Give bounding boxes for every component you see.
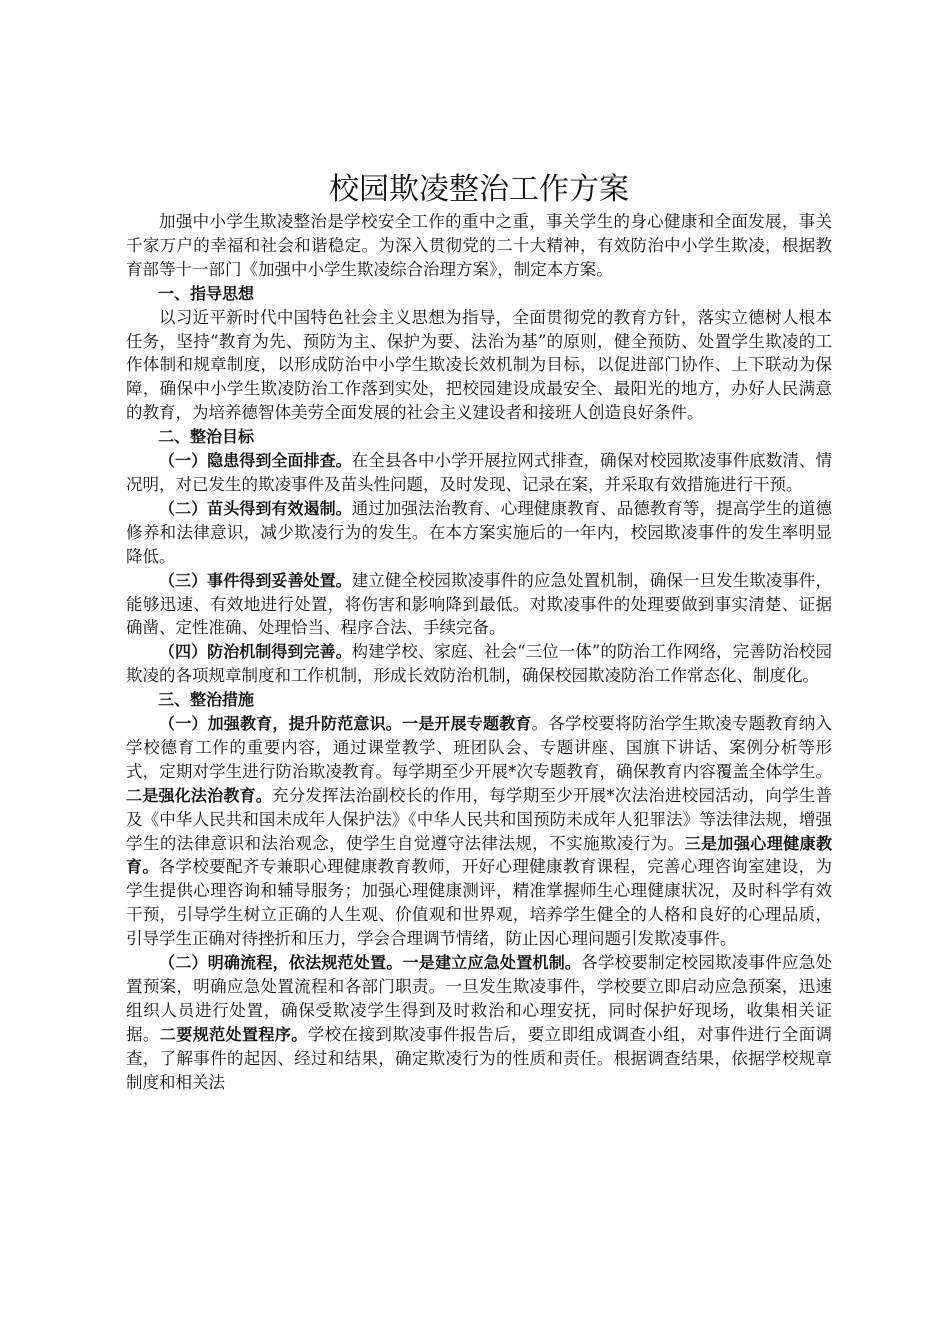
measure-point-bold: 二是强化法治教育。 (126, 785, 272, 805)
goal-text: 建立健全校园欺凌事件的应急处置机制，确保一旦发生欺凌事件，能够迅速、有效地进行处置，将伤害和影响降到最低。对欺凌事件的处理要做到事实清楚、证据确凿、定性准确、处理恰当、程序合法、手续完备。 (126, 570, 832, 638)
goal-lead: （一）隐患得到全面排查。 (159, 451, 352, 471)
measure-point-text: 各学校要制定校园欺凌事件应急处置预案，明确应急处置流程和各部门职责。一旦发生欺凌事件，学校要立即启动应急预案，迅速组织人员进行处置，确保受欺凌学生得到及时救治和心理安抚，同时保护好现场，收集相关证据。 (126, 953, 832, 1044)
section-heading-measures: 三、整治措施 (158, 690, 255, 710)
goal-lead: （二）苗头得到有效遏制。 (159, 498, 352, 518)
measure-point-bold: 一是建立应急处置机制。 (402, 953, 582, 973)
measure-point-text: 各学校要配齐专兼职心理健康教育教师，开好心理健康教育课程，完善心理咨询室建设，为学生提供心理咨询和辅导服务；加强心理健康测评，精准掌握师生心理健康状况，及时科学有效干预，引导学生树立正确的人生观、价值观和世界观，培养学生健全的人格和良好的心理品质，引导学生正确对待挫折和压力，学会合理调节情绪，防止因心理问题引发欺凌事件。 (126, 857, 832, 949)
section-heading-goals: 二、整治目标 (158, 427, 255, 447)
measure-point-bold: 一是开展专题教育 (402, 714, 532, 734)
intro-paragraph: 加强中小学生欺凌整治是学校安全工作的重中之重，事关学生的身心健康和全面发展，事关千家万户的幸福和社会和谐稳定。为深入贯彻党的二十大精神，有效防治中小学生欺凌，根据教育部等十一部门《加强中小学生欺凌综合治理方案》，制定本方案。 (126, 212, 832, 279)
measure-point-bold: 三是加强心理健康教育。 (126, 833, 832, 877)
guiding-ideology-paragraph: 以习近平新时代中国特色社会主义思想为指导，全面贯彻党的教育方针，落实立德树人根本任务，坚持“教育为先、预防为主、保护为要、法治为基”的原则，健全预防、处置学生欺凌的工作体制和规章制度，以形成防治中小学生欺凌长效机制为目标，以促进部门协作、上下联动为保障，确保中小学生欺凌防治工作落到实处，把校园建设成最安全、最阳光的地方，办好人民满意的教育，为培养德智体美劳全面发展的社会主义建设者和接班人创造良好条件。 (126, 307, 832, 423)
measure-point-bold: 二要规范处置程序。 (159, 1024, 308, 1044)
section-heading-guiding-ideology: 一、指导思想 (158, 283, 255, 303)
document-title: 校园欺凌整治工作方案 (329, 172, 629, 207)
measure-lead: （二）明确流程，依法规范处置。 (159, 953, 403, 973)
measure-paragraph-2 (126, 951, 832, 1094)
measure-point-text: 学校在接到欺凌事件报告后，要立即组成调查小组，对事件进行全面调查，了解事件的起因、经过和结果，确定欺凌行为的性质和责任。根据调查结果，依据学校规章制度和相关法 (126, 1024, 832, 1092)
goal-lead: （四）防治机制得到完善。 (159, 642, 352, 662)
measure-lead: （一）加强教育，提升防范意识。 (159, 714, 402, 734)
document-page (126, 168, 832, 1095)
goal-paragraph-4 (126, 640, 832, 688)
measure-point-text: 。各学校要将防治学生欺凌专题教育纳入学校德育工作的重要内容，通过课堂教学、班团队会、专题讲座、国旗下讲话、案例分析等形式，定期对学生进行防治欺凌教育。每学期至少开展*次专题教育，确保教育内容覆盖全体学生。 (126, 714, 832, 781)
goal-paragraph-3 (126, 569, 832, 641)
goal-text: 通过加强法治教育、心理健康教育、品德教育等，提高学生的道德修养和法律意识，减少欺凌行为的发生。在本方案实施后的一年内，校园欺凌事件的发生率明显降低。 (126, 498, 832, 566)
goal-paragraph-1 (126, 449, 832, 497)
goal-paragraph-2 (126, 497, 832, 569)
goal-text: 在全县各中小学开展拉网式排查，确保对校园欺凌事件底数清、情况明，对已发生的欺凌事件及苗头性问题，及时发现、记录在案，并采取有效措施进行干预。 (126, 451, 832, 494)
measure-point-text: 充分发挥法治副校长的作用，每学期至少开展*次法治进校园活动，向学生普及《中华人民共和国未成年人保护法》《中华人民共和国预防未成年人犯罪法》等法律法规，增强学生的法律意识和法治观念，使学生自觉遵守法律法规，不实施欺凌行为。 (126, 785, 832, 853)
goal-text: 构建学校、家庭、社会“三位一体”的防治工作网络，完善防治校园欺凌的各项规章制度和工作机制，形成长效防治机制，确保校园欺凌防治工作常态化、制度化。 (126, 642, 832, 686)
measure-paragraph-1 (126, 712, 832, 951)
goal-lead: （三）事件得到妥善处置。 (159, 570, 352, 590)
